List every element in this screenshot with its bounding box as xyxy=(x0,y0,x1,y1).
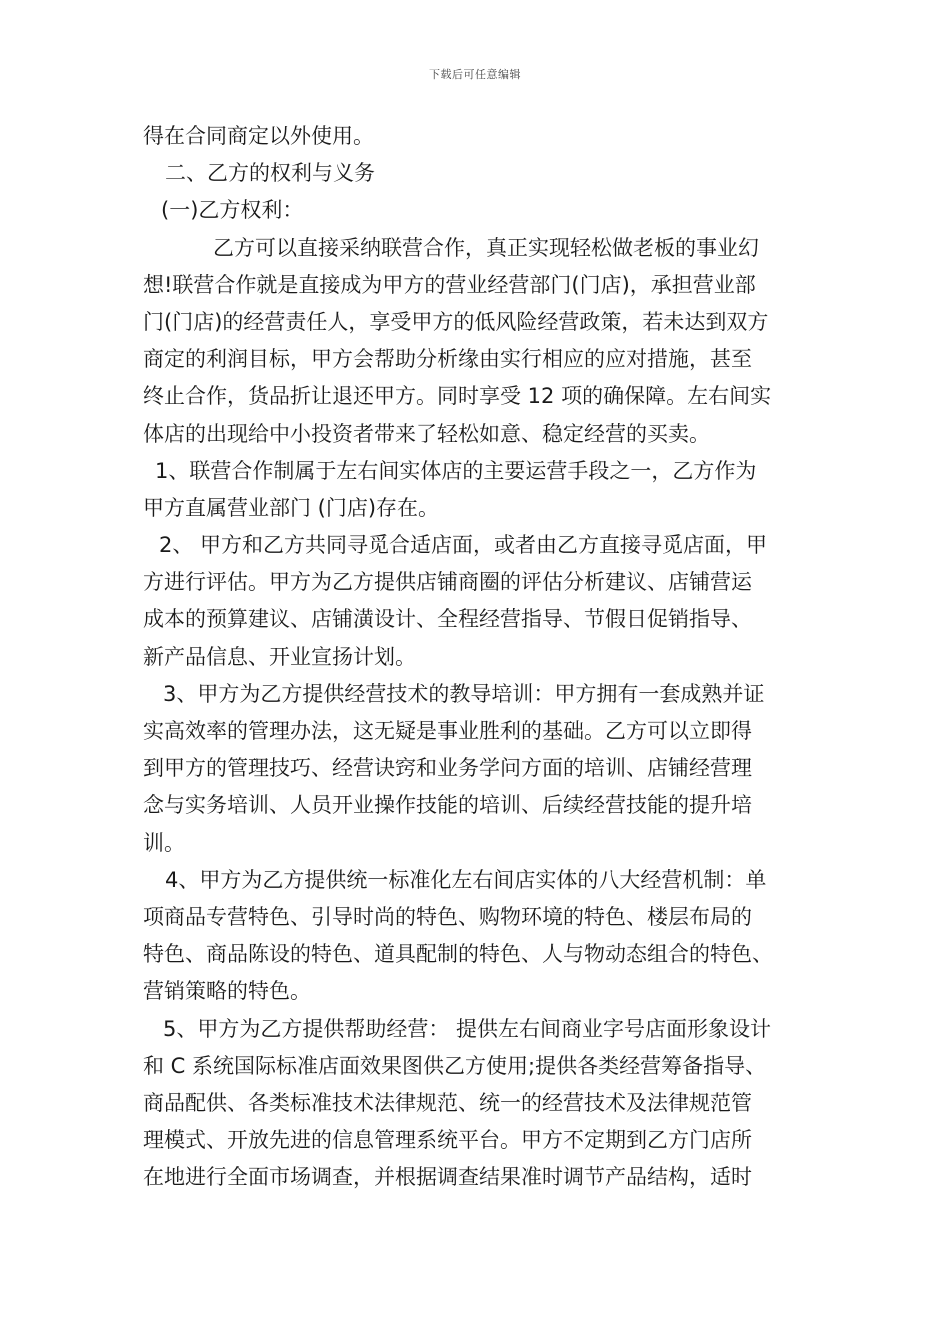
text-line: 商定的利润目标，甲方会帮助分析缘由实行相应的应对措施，甚至 xyxy=(143,347,752,372)
subsection-heading: (一)乙方权利： xyxy=(161,198,304,223)
text-line: 想!联营合作就是直接成为甲方的营业经营部门(门店)，承担营业部 xyxy=(143,272,756,297)
text-line: 乙方可以直接采纳联营合作，真正实现轻松做老板的事业幻 xyxy=(213,235,759,260)
text-line: 4、甲方为乙方提供统一标准化左右间店实体的八大经营机制：单 xyxy=(165,867,767,892)
header-note: 下载后可任意编辑 xyxy=(429,68,521,81)
section-heading: 二、乙方的权利与义务 xyxy=(165,161,375,186)
text-line: 商品配供、各类标准技术法律规范、统一的经营技术及法律规范管 xyxy=(143,1090,752,1115)
text-line: 终止合作，货品折让退还甲方。同时享受 12 项的确保障。左右间实 xyxy=(143,384,772,409)
text-line: 2、 甲方和乙方共同寻觅合适店面，或者由乙方直接寻觅店面，甲 xyxy=(159,533,768,558)
text-line: 念与实务培训、人员开业操作技能的培训、后续经营技能的提升培 xyxy=(143,793,752,818)
text-line: 训。 xyxy=(143,830,185,855)
text-line: 5、甲方为乙方提供帮助经营： 提供左右间商业字号店面形象设计 xyxy=(163,1016,772,1041)
text-line: 方进行评估。甲方为乙方提供店铺商圈的评估分析建议、店铺营运 xyxy=(143,570,752,595)
text-line: 得在合同商定以外使用。 xyxy=(143,124,374,148)
text-line: 成本的预算建议、店铺潢设计、全程经营指导、节假日促销指导、 xyxy=(143,607,752,632)
text-line: 新产品信息、开业宣扬计划。 xyxy=(143,644,416,669)
text-line: 到甲方的管理技巧、经营诀窍和业务学问方面的培训、店铺经营理 xyxy=(143,756,752,781)
text-line: 3、甲方为乙方提供经营技术的教导培训：甲方拥有一套成熟并证 xyxy=(163,681,765,706)
text-line: 特色、商品陈设的特色、道具配制的特色、人与物动态组合的特色、 xyxy=(143,942,773,967)
text-line: 和 C 系统国际标准店面效果图供乙方使用;提供各类经营筹备指导、 xyxy=(143,1053,767,1078)
text-line: 项商品专营特色、引导时尚的特色、购物环境的特色、楼层布局的 xyxy=(143,904,752,929)
document-body xyxy=(143,118,823,1196)
text-line: 门(门店)的经营责任人，享受甲方的低风险经营政策，若未达到双方 xyxy=(143,309,769,334)
text-line: 1、联营合作制属于左右间实体店的主要运营手段之一，乙方作为 xyxy=(155,458,757,483)
text-line: 营销策略的特色。 xyxy=(143,979,311,1004)
text-line: 甲方直属营业部门 (门店)存在。 xyxy=(143,495,440,520)
text-line: 体店的出现给中小投资者带来了轻松如意、稳定经营的买卖。 xyxy=(143,421,710,446)
text-line: 实高效率的管理办法，这无疑是事业胜利的基础。乙方可以立即得 xyxy=(143,719,752,743)
text-line: 在地进行全面市场调查，并根据调查结果准时调节产品结构，适时 xyxy=(143,1165,752,1190)
text-line: 理模式、开放先进的信息管理系统平台。甲方不定期到乙方门店所 xyxy=(143,1128,752,1153)
